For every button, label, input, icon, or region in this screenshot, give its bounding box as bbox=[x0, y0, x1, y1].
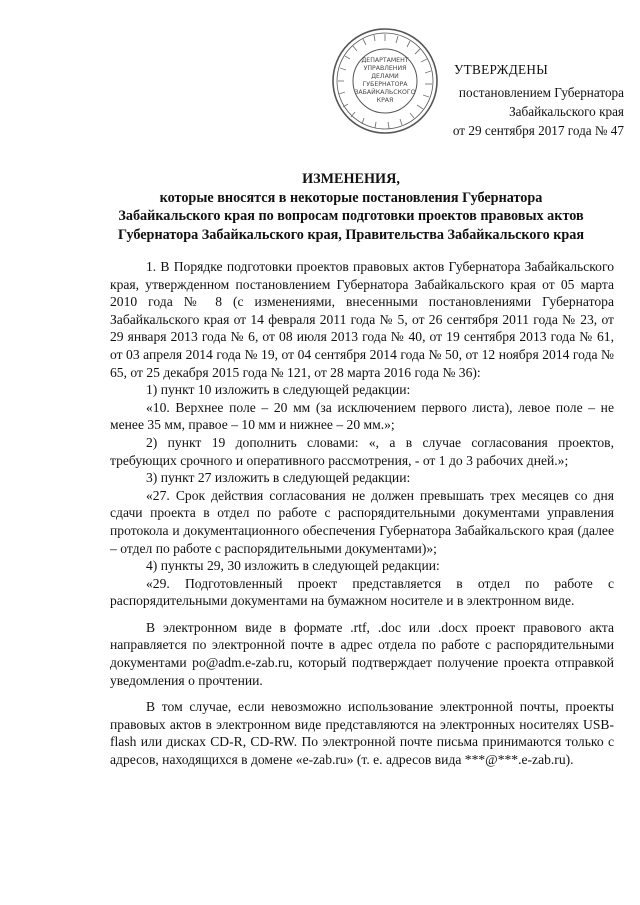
paragraph: В том случае, если невозможно использование электронной почты, проекты правовых актов в электронном виде представляются на электронных носителях USB-flash или дисках CD-R, CD-RW. По электронной почте письма принимаются только с адресов, находящихся в домене «e-zab.ru» (т. е. адресов вида ***@***.e-zab.ru). bbox=[110, 699, 614, 768]
paragraph: В электронном виде в формате .rtf, .doc или .docx проект правового акта направляется по электронной почте в адрес отдела по работе с распорядительными документами po@adm.e-zab.ru, который подтверждает получение проекта отправкой уведомления о прочтении. bbox=[110, 619, 614, 688]
title-line-1: ИЗМЕНЕНИЯ, bbox=[302, 171, 400, 187]
approval-line-3: от 29 сентября 2017 года № 47 bbox=[452, 123, 624, 138]
approval-heading: УТВЕРЖДЕНЫ bbox=[454, 62, 549, 77]
paragraph: 2) пункт 19 дополнить словами: «, а в случае согласования проектов, требующих срочного и оперативного рассмотрения, - от 1 до 3 рабочих дней.»; bbox=[110, 434, 614, 468]
svg-text:УПРАВЛЕНИЯ: УПРАВЛЕНИЯ bbox=[363, 65, 407, 72]
title-line-2: которые вносятся в некоторые постановления Губернатора bbox=[159, 189, 543, 206]
approval-block bbox=[402, 60, 624, 140]
paragraph: 4) пункты 29, 30 изложить в следующей редакции: bbox=[146, 558, 440, 574]
paragraph: 3) пункт 27 изложить в следующей редакции: bbox=[146, 470, 411, 486]
svg-text:ДЕЛАМИ: ДЕЛАМИ bbox=[371, 73, 399, 80]
approval-line-1: постановлением Губернатора bbox=[458, 85, 624, 100]
paragraph: «27. Срок действия согласования не должен превышать трех месяцев со дня сдачи проекта в отдел по работе с распорядительными документами управления протокола и документационного обеспечения Губернатора Забайкальского края (далее – отдел по работе с распорядительными документами)»; bbox=[110, 487, 614, 556]
paragraph: «29. Подготовленный проект представляется в отдел по работе с распорядительными документами на бумажном носителе и в электронном виде. bbox=[110, 575, 614, 609]
paragraph: 1) пункт 10 изложить в следующей редакции: bbox=[146, 382, 411, 398]
document-body bbox=[110, 258, 614, 769]
title-line-3: Забайкальского края по вопросам подготовки проектов правовых актов bbox=[118, 208, 584, 224]
paragraph: «10. Верхнее поле – 20 мм (за исключением первого листа), левое поле – не менее 35 мм, правое – 10 мм и нижнее – 20 мм.»; bbox=[110, 399, 614, 433]
title-line-4: Губернатора Забайкальского края, Правительства Забайкальского края bbox=[117, 226, 585, 243]
svg-text:ДЕПАРТАМЕНТ: ДЕПАРТАМЕНТ bbox=[361, 57, 409, 64]
document-title bbox=[96, 170, 606, 244]
svg-text:КРАЯ: КРАЯ bbox=[376, 97, 394, 104]
svg-text:ЗАБАЙКАЛЬСКОГО: ЗАБАЙКАЛЬСКОГО bbox=[354, 89, 416, 96]
approval-line-2: Забайкальского края bbox=[509, 104, 624, 119]
paragraph: 1. В Порядке подготовки проектов правовых актов Губернатора Забайкальского края, утвержденном постановлением Губернатора Забайкальского края от 05 марта 2010 года № 8 (с изменениями, внесенными постановлениями Губернатора Забайкальского края от 14 февраля 2011 года № 5, от 26 сентября 2011 года № 23, от 29 января 2013 года № 6, от 08 июля 2013 года № 40, от 19 сентября 2013 года № 61, от 03 апреля 2014 года № 19, от 04 сентября 2014 года № 50, от 12 ноября 2014 года № 65, от 25 декабря 2015 года № 121, от 28 марта 2016 года № 36): bbox=[110, 259, 614, 380]
svg-text:ГУБЕРНАТОРА: ГУБЕРНАТОРА bbox=[362, 81, 408, 88]
